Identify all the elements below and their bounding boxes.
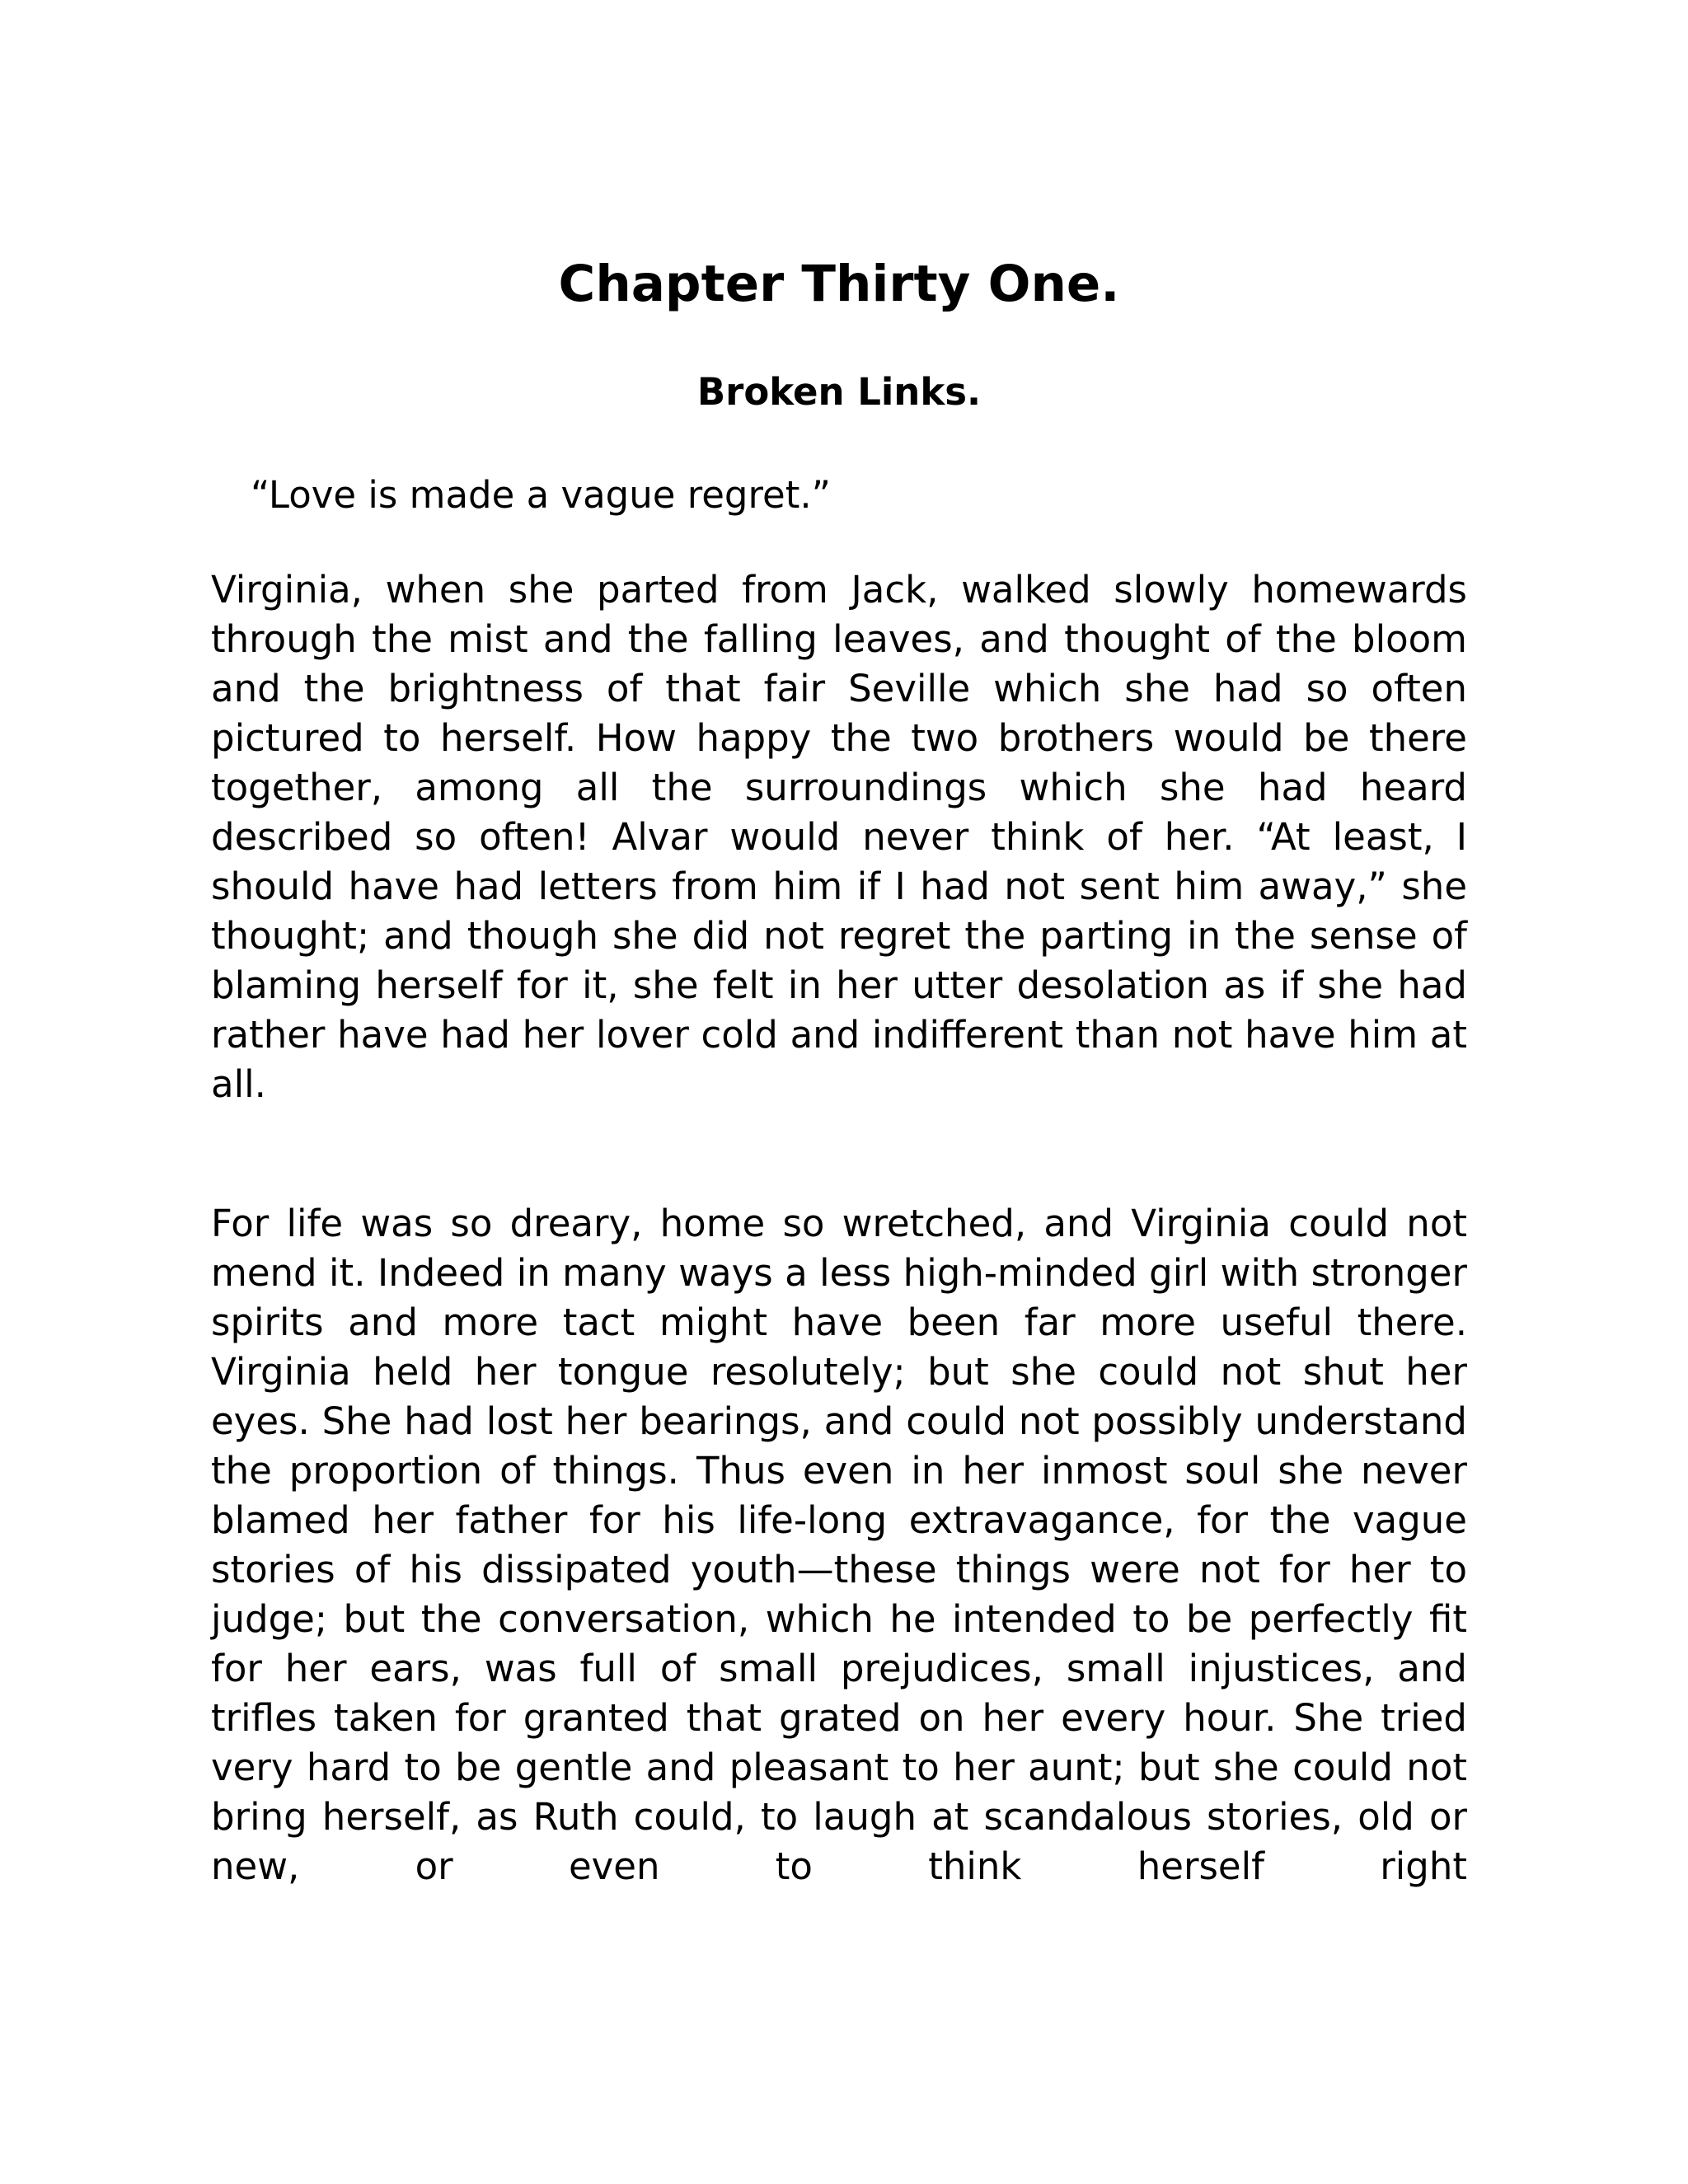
epigraph: “Love is made a vague regret.” [251, 473, 831, 517]
body-paragraph: For life was so dreary, home so wretched, and Virginia could not mend it. Indeed in many ways a less high-minded girl with stronger spirits and more tact might have been far more useful there. Virginia held her tongue resolutely; but she could not shut her eyes. She had lost her bearings, and could not possibly understand the proportion of things. Thus even in her inmost soul she never blamed her father for his life-long extravagance, for the vague stories of his dissipated youth—these things were not for her to judge; but the conversation, which he intended to be perfectly fit for her ears, was full of small prejudices, small injustices, and trifles taken for granted that grated on her every hour. She tried very hard to be gentle and pleasant to her aunt; but she could not bring herself, as Ruth could, to laugh at scandalous stories, old or new, or even to think herself right [211, 1202, 1467, 1888]
body-paragraph: Virginia, when she parted from Jack, walked slowly homewards through the mist and the falling leaves, and thought of the bloom and the brightness of that fair Seville which she had so often pictured to herself. How happy the two brothers would be there together, among all the surroundings which she had heard described so often! Alvar would never think of her. “At least, I should have had letters from him if I had not sent him away,” she thought; and though she did not regret the parting in the sense of blaming herself for it, she felt in her utter desolation as if she had rather have had her lover cold and indifferent than not have him at all. [211, 568, 1467, 1106]
chapter-title: Chapter Thirty One. [558, 255, 1120, 313]
chapter-subtitle: Broken Links. [696, 370, 982, 414]
